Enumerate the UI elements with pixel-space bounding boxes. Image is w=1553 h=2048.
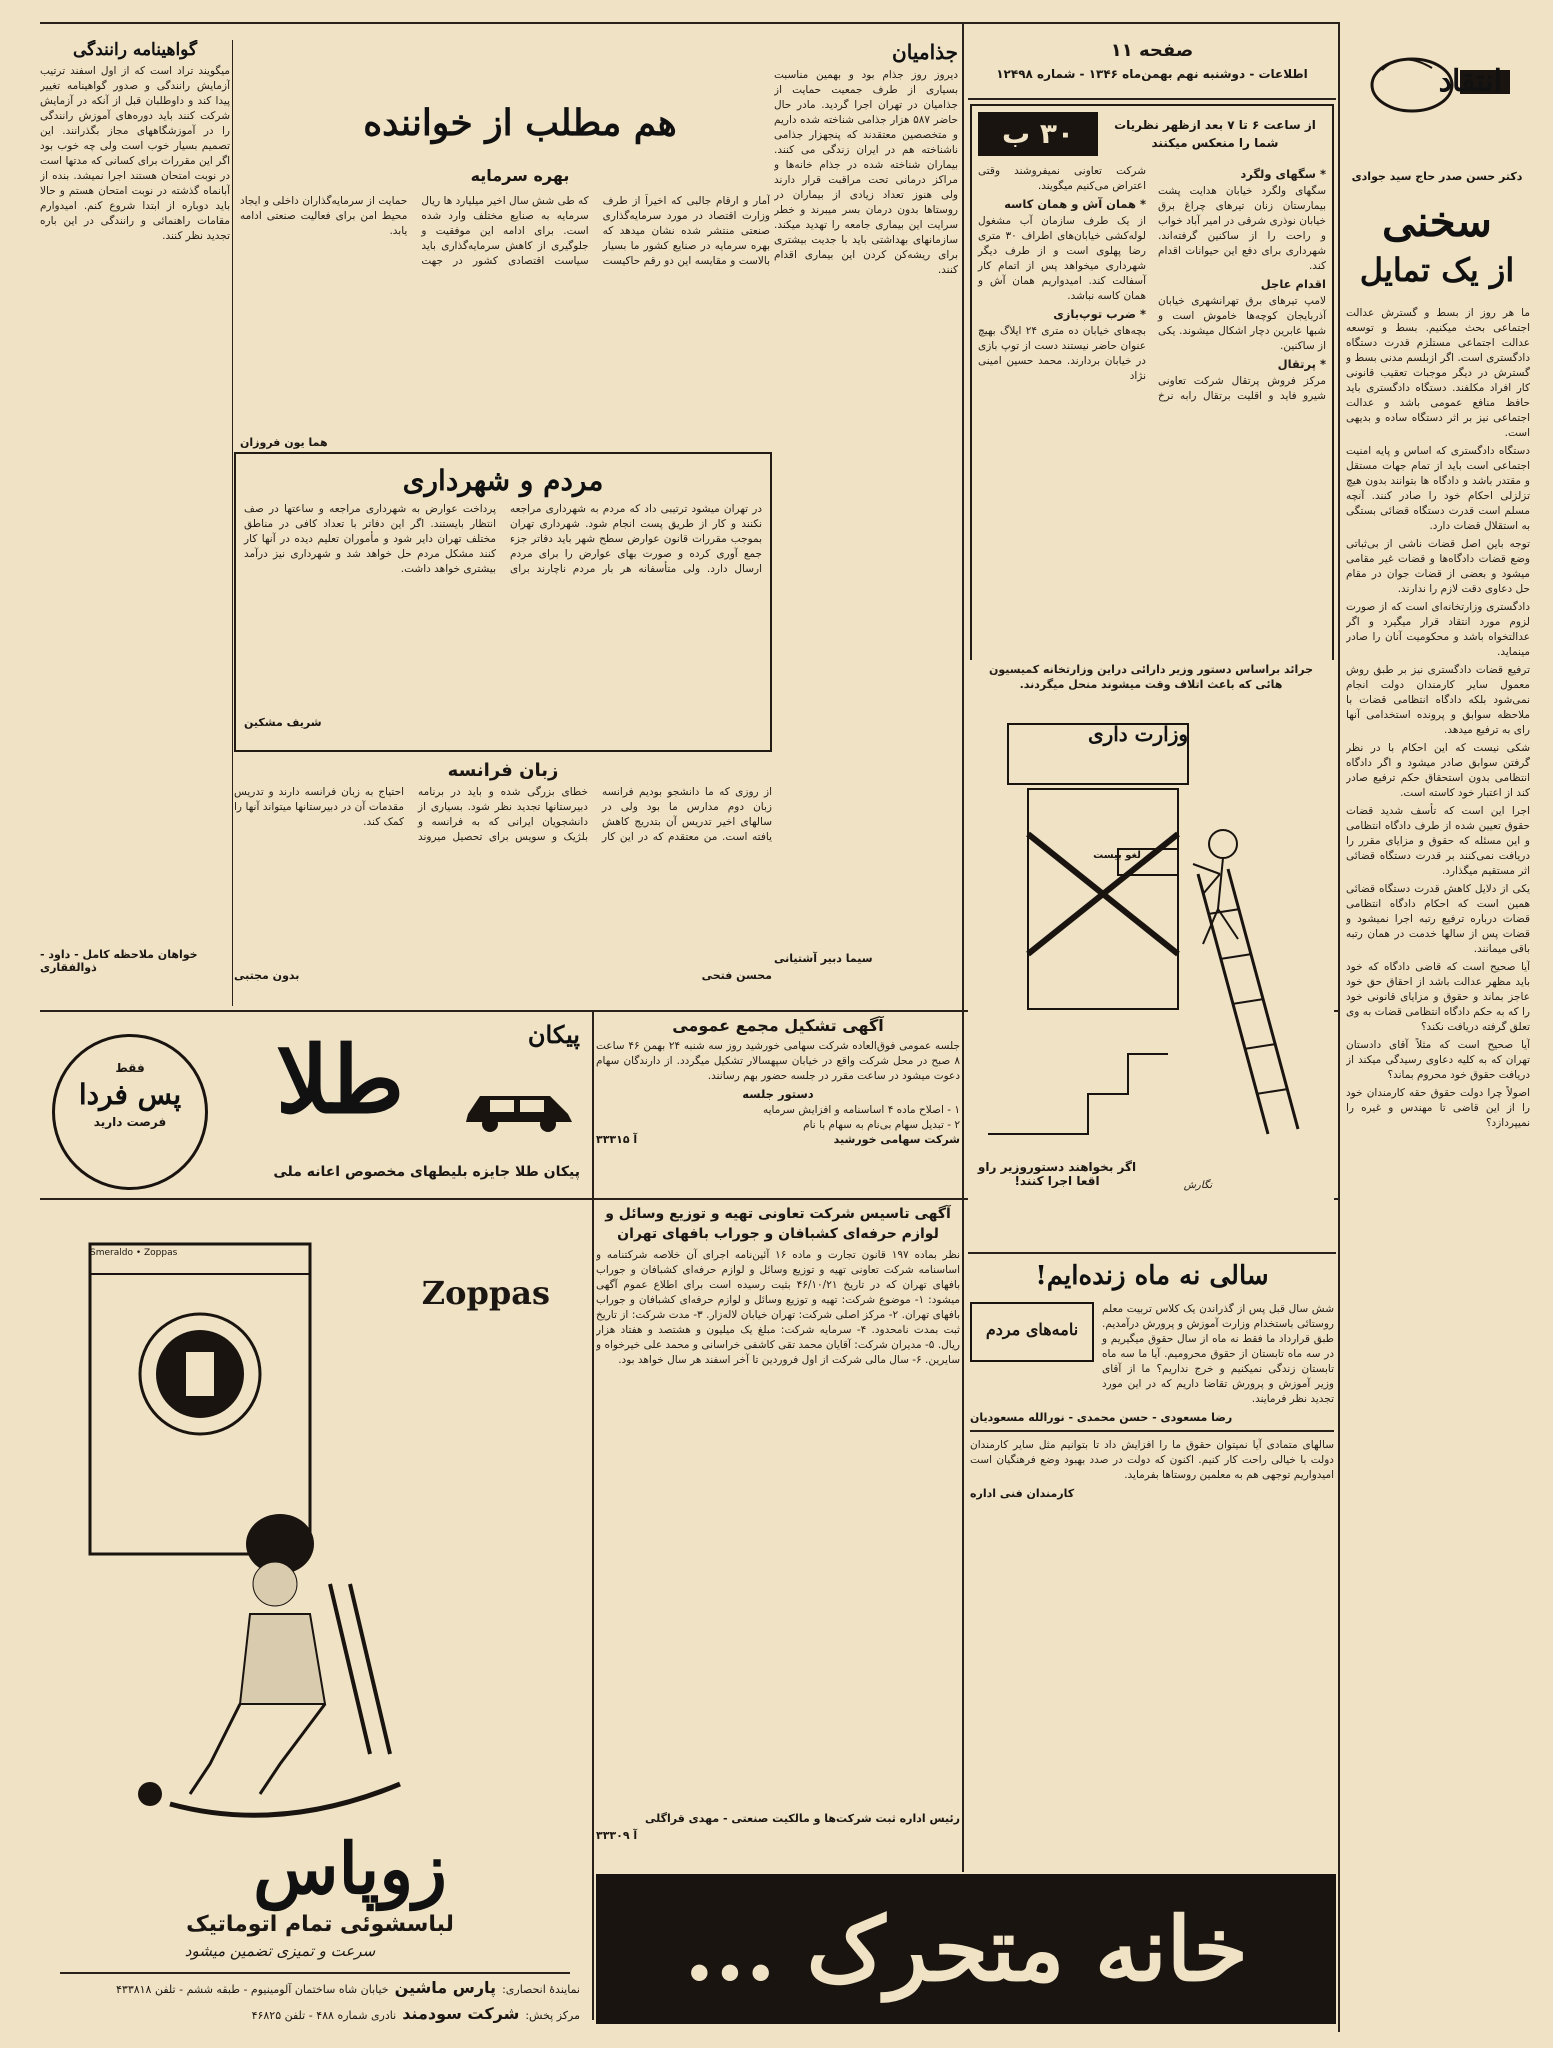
lepers-sig: سیما دبیر آشتیانی <box>774 952 873 965</box>
nine-months-sig-2: کارمندان فنی اداره <box>970 1487 1075 1500</box>
nine-months-article <box>970 1256 1334 1866</box>
nine-months-title: سالی نه ماه زنده‌ایم! <box>1035 1261 1269 1291</box>
cartoon-panel <box>968 660 1334 1260</box>
byline: دکتر حسن صدر حاج سید جوادی <box>1351 170 1523 183</box>
article-title-1: سخنی <box>1382 197 1492 246</box>
readers-letters-logo: نامه‌های مردم <box>970 1302 1094 1362</box>
zoppas-dist-line <box>50 2004 580 2023</box>
notice-2-body: نظر بماده ۱۹۷ قانون تجارت و ماده ۱۶ آئین‌نامه اجرای آن خلاصه شرکتنامه و اساسنامه شرکت تعاونی تهیه و توزیع وسائل و لوازم حرفه‌ای کشبافان و جوراب بافهای تهران که در تاریخ ۴۶/۱۰/۲۱ بثبت رسیده است برای اطلاع عموم آگهی میشود: ۱- موضوع شرکت: تهیه و توزیع وسائل و لوازم حرفه‌ای کشبافان و جوراب بافهای تهران. ۲- مرکز اصلی شرکت: تهران خیابان لاله‌زار. ۳- مدت شرکت: از تاریخ ثبت بمدت نامحدود. ۴- سرمایه شرکت: مبلغ یک میلیون و هشتصد و هفتاد هزار ریال. ۵- مدیران شرکت: آقایان محمد تقی کاشفی خراسانی و محمد علی خیرخواه و سایرین. ۶- سال مالی شرکت از اول فروردین تا آخر اسفند هر سال خواهد بود. <box>596 1249 960 1366</box>
peykan-big-word: طلا <box>275 1026 405 1134</box>
hotline-item-text: از یک طرف سازمان آب مشغول لوله‌کشی خیابان‌های اطراف ۳۰ متری رضا پهلوی است و از طرف دیگر شهرداری میخواهد پس از اتمام کار آسفالت کند. امیدواریم همان آش و همان کاسه نباشد. <box>978 215 1146 302</box>
nine-months-body: شش سال قبل پس از گذراندن یک کلاس تربیت معلم روستائی باستخدام وزارت آموزش و پرورش درآمدیم. طبق قرارداد ما فقط نه ماه از سال حقوق میگیریم و در سه ماه تابستان از حقوق محرومیم. آیا ما سه ماه تابستان زندگی نمیکنیم و خرج نداریم؟ ما از آقای وزیر آموزش و پرورش تقاضا داریم که در این مورد تجدید نظر فرمایند. <box>1102 1303 1334 1405</box>
cartoon-sign: وزارت داری <box>1087 722 1189 746</box>
column-right-body: ما هر روز از بسط و گسترش عدالت اجتماعی بحث میکنیم. بسط و توسعه عدالت اجتماعی مستلزم قدرت دستگاه دادگستری است. اگر ازبلسم مدنی بسط و گسترش در دیگر موجبات تعقیب قانونی کار افراد مکلفند. دستگاه دادگستری باید حافظ منافع عمومی باشد و عدالت اجتماعی نیز بر اثر دستگاه ساده و بدیهی است. دستگاه دادگستری که اساس و پایه امنیت اجتماعی است باید از تمام جهات مستقل و مقتدر باشد و دادگاه ها بتوانند بدون هیچ تزلزلی احکام خود را صادر کنند. آنچه مسلم است قدرت دستگاه قضائی بستگی به استقلال قضات دارد. توجه باین اصل قضات ناشی از بی‌ثباتی وضع قضات دادگاه‌ها و قضات غیر مقامی میشود و بعضی از قضات جوان در مقام حل دعاوی دقت لازم را ندارند. دادگستری وزارتخانه‌ای است که از صورت لزوم مورد انتقاد قرار میگیرد و اگر عدالتخواه باشد و محکومیت آنان را صادر مینماید. ترفیع قضات دادگستری نیز بر طبق روش معمول سایر کارمندان دولت انجام نمی‌شود بلکه دادگاه انتظامی قضات با ملاحظه سوابق و پرونده استخدامی آنها رای به ترفیع میدهد. شکی نیست که این احکام با در نظر گرفتن سوابق صادر میشود و اگر دادگاه انتظامی بدون استحقاق حکم ترفیع صادر کند از اعتبار خود کاسته است. اجرا این است که تأسف شدید قضات حقوق تعیین شده از طرف دادگاه انتظامی و این مسئله که حقوق و مزایای مقرر را دریافت نمی‌کنند بر قدرت دستگاه قضائی اثر مستقیم میگذارد. یکی از دلایل کاهش قدرت دستگاه قضائی همین است که احکام دادگاه انتظامی قضات درباره ترفیع رتبه اجرا نمیشود و قضات پس از سالها خدمت در همان رتبه باقی میمانند. آیا صحیح است که قاضی دادگاه که خود باید مظهر عدالت باشد از احقاق حق خود عاجز بماند و حقوق و مزایای قانونی خود را که به حکم دادگاه انتظامی قضات به وی تعلق گرفته دریافت نکند؟ آیا صحیح است که مثلاً آقای دادستان تهران که به کلیه دعاوی رسیدگی میکند از دریافت حقوق خود محروم بماند؟ اصولاً چرا دولت حقوق حقه کارمندان خود را از این قاضی تا مهندس و غیره را نمیپردازد؟ <box>1346 307 1530 1129</box>
woman-rocking-chair-icon <box>110 1504 410 1824</box>
appliance-brand: Smeraldo • Zoppas <box>90 1248 178 1258</box>
lepers-article <box>774 40 958 1000</box>
notice-2-title: آگهی تاسیس شرکت تعاونی تهیه و توزیع وسائل و لوازم حرفه‌ای کشبافان و جوراب بافهای تهران <box>605 1206 951 1242</box>
section-logo-text: انتقاد <box>1438 64 1502 99</box>
people-municipality-sig: شریف مشکین <box>244 716 322 729</box>
notice-2-sig: رئیس اداره ثبت شرکت‌ها و مالکیت صنعتی - مهدی قراگلی <box>645 1812 960 1825</box>
zoppas-ad <box>40 1204 590 2036</box>
lepers-body: دیروز روز جذام بود و بهمین مناسبت بسیاری از طرف جمعیت حمایت از جذامیان در تهران اجرا گردید. مادر حال حاضر ۵۸۷ هزار جذامی شناخته شده داریم و متخصصین معتقدند که پنجهزار جذامی ناشناخته هم در ایران زندگی می کنند. بیماران شناخته شده در جذام خانه‌ها و مراکز درمانی تحت مراقبت قرار دارند ولی هنوز تعداد زیادی از بیماران در روستاها بدون درمان بسر میبرند و خطر سرایت این بیماری جامعه را تهدید میکند. سازمانهای بهداشتی باید با جدیت بیشتری برای ریشه‌کن کردن این بیماری اقدام کنند. <box>774 69 958 276</box>
french-sig-2: بدون مجتبی <box>234 969 300 982</box>
notice-1-agenda-title: دستور جلسه <box>742 1087 814 1101</box>
hotline-item-text: سگهای ولگرد خیابان هدایت پشت بیمارستان زنان تیرهای چراغ برق خیابان نوذری شرقی در امیر آباد خواب و راحت را از ساکنین گرفته‌اند. شهرداری برای دفع این حیوانات اقدام کند. <box>1158 185 1326 272</box>
hamatlab-title: هم مطلب از خواننده <box>363 102 677 144</box>
notice-cooperative <box>596 1202 960 1866</box>
notice-1-agenda-1: ۲ - تبدیل سهام بی‌نام به سهام با نام <box>803 1119 960 1131</box>
people-municipality-body: در تهران میشود ترتیبی داد که مردم به شهرداری مراجعه نکنند و کار از طریق پست انجام شود. شهرداری تهران بموجب مقررات قانون عوارض سطح شهر باید دفاتر جزء جمع آوری کرده و صورت بهای عوارض را برای مردم ارسال دارد. ولی متأسفانه هر بار مردم ناچارند برای پرداخت عوارض به شهرداری مراجعه و ساعتها در صف انتظار بایستند. اگر این دفاتر با تعداد کافی در مناطق مختلف تهران دایر شود و مأموران تعلیم دیده در آنها کار کنند مشکل مردم حل خواهد شد و شهرداری نیز درآمد بیشتری خواهد داشت. <box>244 503 762 575</box>
hamatlab-body: آمار و ارقام جالبی که اخیراً از طرف وزارت اقتصاد در مورد سرمایه‌گذاری صنعتی منتشر شده نشان میدهد که بهره سرمایه در صنایع کشور ما بسیار بالاست و مقایسه این دو رقم حاکیست که طی شش سال اخیر میلیارد ها ریال سرمایه به صنایع مختلف وارد شده است. برای ادامه این موفقیت و جلوگیری از کاهش سرمایه‌گذاری باید سیاست اقتصادی کشور در جهت حمایت از سرمایه‌گذاران داخلی و ایجاد محیط امن برای فعالیت صنعتی ادامه یابد. <box>240 195 770 267</box>
article-title-2: از یک تمایل <box>1359 251 1515 289</box>
hamatlab-subhead: بهره سرمایه <box>470 166 570 185</box>
car-icon <box>460 1074 580 1134</box>
mobile-home-banner <box>596 1874 1336 2024</box>
zoppas-latin: Zoppas <box>421 1274 550 1312</box>
notice-1-agenda-0: ۱ - اصلاح ماده ۴ اساسنامه و افزایش سرمایه <box>763 1104 960 1116</box>
lepers-title: جذامیان <box>892 40 958 64</box>
ad-circle-top: فقط <box>115 1061 145 1075</box>
french-sig: محسن فتحی <box>701 969 772 982</box>
notice-1-sig: شرکت سهامی خورشید <box>833 1133 960 1146</box>
notice-1-body: جلسه عمومی فوق‌العاده شرکت سهامی خورشید روز سه شنبه ۲۴ بهمن ۴۶ ساعت ۸ صبح در محل شرکت واقع در خیابان سپهسالار تشکیل میگردد. از دارندگان سهام دعوت میشود در ساعت مقرر در جلسه حضور بهم رسانند. <box>596 1040 960 1082</box>
zoppas-dist-label: مرکز پخش: <box>525 2009 580 2022</box>
people-municipality-title: مردم و شهرداری <box>402 464 604 497</box>
notice-general-assembly <box>596 1014 960 1196</box>
ad-circle <box>52 1034 208 1190</box>
nine-months-body-2: سالهای متمادی آیا نمیتوان حقوق ما را افزایش داد تا بتوانیم مثل سایر کارمندان دولت با خیالی راحت کار کنیم. اکنون که دولت در صدد بهبود وضع فرهنگیان است امیدواریم توجهی هم به معلمین روستاها بفرماید. <box>970 1439 1334 1481</box>
hotline-item-text: مرکز فروش پرتقال شرکت تعاونی شیرو فاید و اقلیت برتقال رابه نرخ شرکت تعاونی نمیفروشند وقتی اعتراض می‌کنیم میگویند. <box>978 165 1326 402</box>
driving-license-body: میگویند تراد است که از اول اسفند ترتیب آزمایش رانندگی و صدور گواهینامه تغییر پیدا کند و داوطلبان قبل از آنکه در آزمایش شرکت کنند باید دوره‌های آموزش رانندگی را در آموزشگاههای مجاز بگذرانند. این تصمیم بسیار خوب است ولی چه خوب بود اگر این مقررات برای کسانی که مدتها است در نوبت امتحان هستند اجرا نمیشد. بنده از آبانماه گذشته در نوبت امتحان هستم و حالا باید دوباره از ابتدا شروع کنم. امیدوارم مقامات راهنمائی و رانندگی در این باره تجدید نظر کنند. <box>40 65 230 242</box>
peykan-brand: پیکان <box>527 1020 580 1049</box>
driving-license-sig: خواهان ملاحظه کامل - داود - ذوالفقاری <box>40 948 198 974</box>
zoppas-dist-address: نادری شماره ۴۸۸ - تلفن ۴۶۸۲۵ <box>251 2009 397 2022</box>
hotline-item-text: لامپ تیرهای برق تهرانشهری خیابان آذربایجان کوچه‌ها خاموش است و شبها عابرین دچار اشکال میشوند. یکی از ساکنین. <box>1158 295 1326 352</box>
zoppas-slogan: سرعت و تمیزی تضمین میشود <box>184 1942 376 1960</box>
french-title: زبان فرانسه <box>447 760 559 781</box>
peykan-ad <box>40 1014 590 1196</box>
hamatlab-banner <box>270 88 770 168</box>
issue-line: اطلاعات - دوشنبه نهم بهمن‌ماه ۱۳۴۶ - شماره ۱۲۴۹۸ <box>996 67 1308 81</box>
hotline-title: ۳۰ ب <box>978 112 1098 156</box>
page-number: صفحه ۱۱ <box>1110 40 1194 61</box>
zoppas-fa: زوپاس <box>253 1827 447 1910</box>
french-body: از روزی که ما دانشجو بودیم فرانسه زبان دوم مدارس ما بود ولی در سالهای اخیر تدریس آن بتدریج کاهش یافته است. من معتقدم که در این کار خطای بزرگی شده و باید در برنامه دبیرستانها تجدید نظر شود. بسیاری از دانشجویان ایرانی که به فرانسه و بلژیک و سویس برای تحصیل میروند احتیاج به زبان فرانسه دارند و تدریس مقدمات آن در دبیرستانها میتواند آنها را کمک کند. <box>234 786 772 843</box>
hotline-item-text: بچه‌های خیابان ده متری ۲۴ ایلاگ بهیچ عنوان حاضر نیستند دست از توپ بازی در خیابان بردارند. محمد حسین امینی نژاد <box>978 325 1147 382</box>
zoppas-dist-name: شرکت سودمند <box>402 2004 520 2023</box>
hotline-subtitle: از ساعت ۶ تا ۷ بعد ازظهر نظریات شما را منعکس میکنند <box>1114 118 1316 150</box>
nine-months-sig: رضا مسعودی - حسن محمدی - نورالله مسعودیان <box>970 1411 1233 1424</box>
hotline-item-heading: * ضرب توپ‌بازی <box>1053 307 1146 321</box>
notice-2-code: آ ۳۳۳۰۹ <box>596 1829 638 1842</box>
zoppas-rep-line <box>50 1978 580 1997</box>
hamatlab-sig: هما یون فروزان <box>240 436 328 449</box>
zoppas-rep-label: نمایندۀ انحصاری: <box>502 1983 580 1996</box>
cartoon-bottom-caption: اگر بخواهند دستوروزیر راو اقعا اجرا کنند! <box>977 1160 1137 1188</box>
zoppas-rep-address: خیابان شاه ساختمان آلومینیوم - طبقه ششم - تلفن ۴۳۳۸۱۸ <box>116 1983 389 1996</box>
cartoon-top-caption: جرائد براساس دستور وزیر دارائی دراین وزارتخانه کمیسیون هائی که باعث اتلاف وقت میشوند منحل میگردند. <box>988 663 1314 691</box>
hotline-item-heading: * پرتقال <box>1277 357 1326 371</box>
ad-circle-mid: پس فردا <box>78 1078 182 1111</box>
cartoon-drawing-icon <box>968 694 1334 1164</box>
hotline-item-heading: * همان آش و همان کاسه <box>1004 197 1146 211</box>
people-municipality-box <box>234 452 772 752</box>
ad-circle-bottom: فرصت دارید <box>93 1115 167 1129</box>
peykan-subline: پیکان طلا جایزه بلیطهای مخصوص اعانه ملی <box>273 1164 580 1180</box>
zoppas-rep-name: پارس ماشین <box>394 1978 497 1997</box>
section-logo <box>1342 40 1532 190</box>
cartoon-small-sign: لغو بیست <box>1093 850 1141 861</box>
hotline-item-heading: * سگهای ولگرد <box>1240 167 1326 181</box>
mobile-home-text: خانه متحرک ... <box>684 1897 1248 2001</box>
page-header <box>968 40 1336 98</box>
notice-1-title: آگهی تشکیل مجمع عمومی <box>672 1016 884 1035</box>
driving-license-article <box>40 40 230 1006</box>
driving-license-title: گواهینامه رانندگی <box>72 40 198 60</box>
zoppas-tagline: لباسشوئی تمام اتوماتیک <box>186 1912 454 1937</box>
french-article <box>234 758 772 1006</box>
notice-1-code: آ ۳۳۳۱۵ <box>596 1133 638 1146</box>
hotline-item-heading: اقدام عاجل <box>1260 277 1326 291</box>
cartoon-artist: نگارش <box>1183 1180 1213 1191</box>
